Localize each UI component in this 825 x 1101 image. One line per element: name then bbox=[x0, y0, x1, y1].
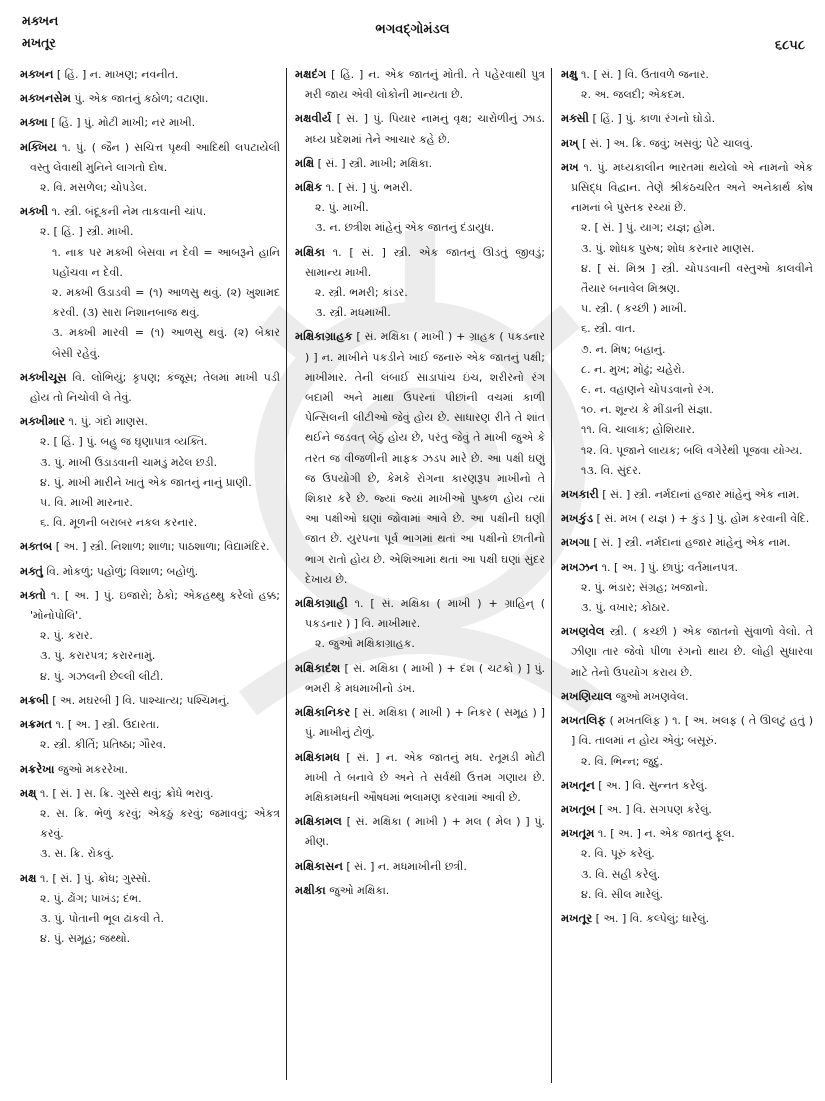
sub-sense: ૪. [ સં. મિશ્ર ] સ્ત્રી. ચોપડવાની વસ્તુઓ કાલવીને તૈયાર બનાવેલ મિશ્રણ. bbox=[581, 261, 813, 296]
column-2 bbox=[295, 64, 545, 904]
headword: મક્ષુ bbox=[561, 67, 578, 81]
sub-sense: ૨. પું. ભંડાર; સંગ્રહ; ખજાનો. bbox=[581, 580, 709, 594]
dictionary-entry bbox=[295, 242, 545, 324]
definition: [ સં. ] ન. એક જાતનું મધ. રતૂમડી મોટી માખી તે બનાવે છે અને તે સર્વથી ઉત્તમ ગણાય છે. મક્ષિકામધની ઔષધમાં ભલામણ કરવામાં આવી છે. bbox=[305, 750, 546, 804]
headword: મક્ષ bbox=[20, 870, 37, 885]
definition: જુઓ મકરરેખા. bbox=[57, 762, 129, 776]
definition: ૧. [ અ. ] પું. છાપું; વર્તમાનપત્ર. bbox=[601, 560, 739, 574]
dictionary-entry bbox=[20, 88, 280, 109]
sub-sense: ૨. સ. ક્રિ. ભેળું કરવું; એકઠું કરવું; જમાવવું; એકત્ર કરવું. bbox=[40, 806, 280, 841]
headword: મખતલિફ bbox=[561, 713, 606, 728]
headword: મક્ખીચૂસ bbox=[20, 369, 67, 384]
dictionary-entry bbox=[20, 536, 280, 557]
sub-sense: ૨. વિ. ભિન્ન; જુદું. bbox=[581, 754, 664, 768]
dictionary-entry bbox=[295, 593, 545, 655]
dictionary-entry bbox=[20, 411, 280, 533]
dictionary-entry bbox=[20, 868, 280, 950]
definition: વિ. લોભિયું; કૃપણ; કંજૂસ; તેલમાં માખી પડી હોય તો નિચોવી લે તેવું. bbox=[30, 370, 280, 405]
sub-sense: ૩. મક્ખી મારવી = (૧) આળસુ થવું. (૨) બેકાર બેસી રહેવું. bbox=[52, 326, 280, 360]
headword: મક્ષિકાગ્રાહક bbox=[295, 329, 353, 344]
headword: મક્રરેખા bbox=[20, 761, 55, 776]
dictionary-entry bbox=[295, 153, 545, 174]
headword: મક્ષિકા bbox=[295, 244, 326, 259]
headword: મક્ષિકાસન bbox=[295, 858, 343, 873]
dictionary-entry bbox=[561, 133, 813, 154]
dictionary-entry bbox=[295, 702, 545, 743]
definition: ૧. સ્ત્રી. બંદૂકની નેમ તાકવાની ચાંપ. bbox=[51, 205, 207, 219]
sub-sense: ૩. પું. પોતાની ભૂલ ઢાંકવી તે. bbox=[40, 911, 164, 925]
sub-sense: ૨. [ હિં. ] સ્ત્રી. માખી. bbox=[40, 225, 134, 239]
definition: [ સં. મક્ષિકા ( માખી ) + નિકર ( સમૂહ ) ] પું. માખીનું ટોળું. bbox=[305, 706, 545, 740]
sub-sense: ૯. ન. વહાણને ચોપડવાનો રંગ. bbox=[581, 383, 715, 397]
sub-sense: ૨. [ સં. ] પું. યાગ; યજ્ઞ; હોમ. bbox=[581, 221, 716, 235]
definition: [ સં. મક્ષિકા ( માખી ) + ગ્રાહક ( પકડનાર ) ] ન. માખીને પકડીને ખાઈ જનારું એક જાતનું પક્ષી; માખીમાર. તેની લંબાઈ સાડાપાંચ ઇંચ, શરીરનો રંગ બદામી અને માથા ઉપરનાં પીછાંની વચમાં કાળી પેન્સિલની લીટીઓ જેવું હોય છે. સાધારણ રીતે તે શાંત થઈને જડવત્ બેઠું હોય છે, પરંતુ જેવું તે માખી જુએ કે તરત જ વીજળીની માફક ઝડપ મારે છે. આ પક્ષી ઘણું જ ઉપયોગી છે, કેમકે રોગના કારણરૂપ માખીનો તે શિકાર કરે છે. જ્યાં જ્યાં માખીઓ પુષ્કળ હોય ત્યાં આ પક્ષીઓ ઘણાં જોવામાં આવે છે. આ પક્ષીની ઘણી જાત છે. યુરપના પૂર્વ ભાગમાં થતાં આ પક્ષીનો છાતીનો ભાગ રાતો હોય છે. એશિઆમાં થતાં આ પક્ષી ઘણાં સુંદર દેખાય છે. bbox=[305, 330, 545, 586]
sub-sense: ૨. સ્ત્રી. કીર્તિ; પ્રતિષ્ઠા; ગૌરવ. bbox=[40, 738, 167, 752]
headword: મખ bbox=[561, 159, 579, 174]
definition: ૧. [ સં. ] પું. ભમરી. bbox=[325, 181, 413, 195]
dictionary-entry bbox=[561, 484, 813, 505]
headword: મખગા bbox=[561, 535, 590, 550]
headword: મક્ષિકામલ bbox=[295, 814, 342, 829]
headword: મક્ષવીર્ય bbox=[295, 111, 332, 126]
dictionary-entry bbox=[561, 508, 813, 529]
definition: જુઓ મખણવેલ. bbox=[615, 689, 689, 703]
definition: ૧. [ સં. ] પું. ક્રોધ; ગુસ્સો. bbox=[39, 871, 151, 885]
definition: ( મખતલિફ઼ ) ૧. [ અ. ખલફ ( તે ઊલટું હતું ) ] વિ. તાલમાં ન હોય એવું; બસૂરું. bbox=[571, 714, 813, 748]
column-3 bbox=[561, 64, 813, 932]
definition: ૧. [ અ. ] ન. એક જાતનું ફૂલ. bbox=[597, 827, 735, 841]
sub-sense: ૨. પું. કરાર. bbox=[40, 629, 93, 643]
guide-word-last: મખતૂર bbox=[22, 35, 56, 50]
headword: મક્ખા bbox=[20, 115, 48, 130]
dictionary-entry bbox=[561, 621, 813, 683]
definition: પું. એક જાતનું કઠોળ; વટાણા. bbox=[74, 92, 209, 106]
headword: મખઝન bbox=[561, 559, 599, 574]
dictionary-entry bbox=[561, 157, 813, 481]
dictionary-entry bbox=[561, 710, 813, 772]
dictionary-entry bbox=[295, 64, 545, 105]
dictionary-entry bbox=[561, 532, 813, 553]
dictionary-entry bbox=[20, 759, 280, 780]
definition: [ હિં. ] પું. કાળા રંગનો ઘોડો. bbox=[592, 112, 716, 126]
definition: વિ. મોકળું; પહોળું; વિશાળ; બહોળું. bbox=[46, 564, 199, 578]
dictionary-entry bbox=[295, 880, 545, 901]
sub-sense: ૩. સ. ક્રિ. રોકવું. bbox=[40, 847, 115, 861]
column-1 bbox=[20, 64, 280, 952]
headword: મક્ષિ bbox=[295, 155, 315, 170]
dictionary-entry bbox=[561, 799, 813, 820]
definition: [ હિં. ] ન. એક જાતનું મોતી. તે પહેરવાથી પુત્ર મરી જાય એવી લોકોની માન્યતા છે. bbox=[305, 68, 545, 102]
guide-word-first: મક્ખન bbox=[22, 13, 59, 28]
dictionary-entry bbox=[295, 856, 545, 877]
sub-sense: ૪. પું. માખી મારીને ખાતું એક જાતનું નાનું પ્રાણી. bbox=[40, 475, 252, 489]
sub-sense: ૨. પું. ઢોંગ; પાખંડ; દંભ. bbox=[40, 891, 142, 905]
headword: મખણવેલ bbox=[561, 624, 605, 639]
dictionary-entry bbox=[20, 64, 280, 85]
sub-sense: ૨. વિ. મસળેલ; ચોપડેલ. bbox=[40, 181, 148, 195]
sub-sense: ૩. ન. છત્રીશ માંહેનું એક જાતનું દંડાયુધ. bbox=[315, 221, 495, 235]
dictionary-entry bbox=[295, 108, 545, 149]
headword: મક્ખીમાર bbox=[20, 414, 65, 429]
definition: [ અ. ] વિ. સગપણ કરેલું. bbox=[598, 802, 712, 816]
running-title: ભગવદ્ગોમંડલ bbox=[375, 22, 450, 37]
dictionary-entry bbox=[20, 367, 280, 408]
sub-sense: ૬. સ્ત્રી. વાત. bbox=[581, 322, 636, 336]
headword: મખણિયાલ bbox=[561, 688, 613, 703]
dictionary-entry bbox=[561, 686, 813, 707]
sub-sense: ૧૨. વિ. પૂજાને લાયક; બલિ વગેરેથી પૂજવા યોગ્ય. bbox=[581, 443, 803, 457]
sub-sense: ૩. પું. શોધક પુરુષ; શોધ કરનાર માણસ. bbox=[581, 241, 755, 255]
sub-sense: ૪. વિ. સીલ મારેલું. bbox=[581, 887, 663, 901]
dictionary-entry bbox=[20, 783, 280, 865]
dictionary-entry bbox=[561, 908, 813, 929]
headword: મક્ખિય bbox=[20, 139, 57, 154]
dictionary-entry bbox=[295, 326, 545, 590]
dictionary-entry bbox=[20, 112, 280, 133]
headword: મક્સી bbox=[561, 111, 589, 126]
dictionary-entry bbox=[561, 557, 813, 619]
headword: મક્ષિકામધ bbox=[295, 749, 341, 764]
sub-sense: ૬. વિ. મૂળની બરાબર નકલ કરનાર. bbox=[40, 516, 198, 530]
definition: [ સં. ] પું. પિયાર નામનું વૃક્ષ; ચારોળીનું ઝાડ. મધ્ય પ્રદેશમાં તેને આચાર કહે છે. bbox=[305, 112, 545, 146]
dictionary-entry bbox=[561, 775, 813, 796]
sub-sense: ૨. વિ. પૂરું કરેલું. bbox=[581, 847, 655, 861]
sub-sense: ૧૧. વિ. ચાલાક; હોશિયાર. bbox=[581, 423, 696, 437]
definition: [ સં. ] સ્ત્રી. માખી; મક્ષિકા. bbox=[317, 156, 433, 170]
definition: ૧. પું. મધ્યકાલીન ભારતમાં થયેલો એ નામનો એક પ્રસિદ્ધ વિદ્વાન. તેણે શ્રીકંઠચરિત અને અનેકાર્થ કોષ નામનાં બે પુસ્તક રચ્યાં છે. bbox=[571, 160, 813, 215]
sub-sense: ૨. મક્ખી ઉડાડવી = (૧) આળસુ થવું. (૨) ખુશામદ કરવી. (૩) સારા નિશાનબાજ થવું. bbox=[52, 286, 280, 320]
definition: [ સં. મક્ષિકા ( માખી ) + મલ ( મેલ ) ] પું. મીણ. bbox=[305, 815, 545, 849]
column-rule bbox=[286, 68, 287, 1080]
sub-sense: ૧૩. વિ. સુંદર. bbox=[581, 463, 642, 477]
headword: મક્રબી bbox=[20, 692, 49, 707]
definition: [ સં. ] સ્ત્રી. નર્મદાનાં હજાર માંહેનું એક નામ. bbox=[593, 536, 791, 550]
headword: મક્તો bbox=[20, 587, 46, 602]
headword: મખ્ bbox=[561, 135, 579, 150]
definition: સ્ત્રી. ( કચ્છી ) એક જાતનો સુંવાળો વેલો. તે ઝીણા તાર જેવો પીળા રંગનો થાય છે. લોહી સુધારવા માટે તેનો ઉપયોગ કરાય છે. bbox=[571, 625, 814, 679]
definition: જુઓ મક્ષિકા. bbox=[329, 883, 390, 897]
definition: [ સં. ] સ્ત્રી. નર્મદાનાં હજાર માંહેનું એક નામ. bbox=[602, 488, 800, 502]
definition: ૧. પું. ગંદો માણસ. bbox=[68, 415, 148, 429]
definition: ૧. પું. ( જૈન ) સચિત્ત પૃથ્વી આદિથી લપટાયેલી વસ્તુ લેવાથી મુનિને લાગતો દોષ. bbox=[30, 140, 281, 174]
sub-sense: ૩. પું. કરારપત્ર; કરારનામું. bbox=[40, 649, 156, 663]
headword: મક્ષદંગ bbox=[295, 67, 327, 81]
dictionary-entry bbox=[295, 811, 545, 852]
page-header bbox=[0, 0, 825, 60]
headword: મક્ષિકાનિકર bbox=[295, 705, 351, 720]
headword: મખતૂન bbox=[561, 777, 595, 792]
headword: મક્ખનસેમ bbox=[20, 91, 71, 106]
sub-sense: ૩. સ્ત્રી. મધમાખી. bbox=[315, 306, 391, 320]
dictionary-entry bbox=[295, 177, 545, 239]
sub-sense: ૧. નાક પર મક્ખી બેસવા ન દેવી = આબરૂને હાનિ પહોંચવા ન દેવી. bbox=[52, 245, 280, 279]
definition: ૧. [ સં. ] સ્ત્રી. એક જાતનું ઊડતું જીવડું; સામાન્ય માખી. bbox=[305, 245, 545, 279]
headword: મક્તબ bbox=[20, 539, 53, 554]
definition: ૧. [ અ. ] સ્ત્રી. ઉદારતા. bbox=[55, 718, 160, 732]
sub-sense: ૧૦. ન. શૂન્ય કે મીંડાની સંજ્ઞા. bbox=[581, 403, 713, 417]
headword: મખતૂમ bbox=[561, 826, 595, 841]
definition: ૧. [ સં. ] વિ. ઉતાવળે જનાર. bbox=[580, 68, 709, 81]
headword: મક્ખન bbox=[20, 67, 54, 81]
definition: [ અ. ] વિ. કલ્પેલું; ધારેલું. bbox=[595, 911, 710, 925]
definition: ૧. [ સં. મક્ષિકા ( માખી ) + ગ્રાહિન્ ( પકડનાર ) ] વિ. માખીમાર. bbox=[305, 597, 545, 631]
definition: ૧. [ સં. ] સ. ક્રિ. ગુસ્સે થવું; ક્રોધે ભરાવું. bbox=[39, 786, 214, 800]
sub-sense: ૨. પું. માખી. bbox=[315, 201, 369, 215]
headword: મક્રમત bbox=[20, 717, 52, 732]
page-number: ૬૮૫૮ bbox=[774, 38, 805, 53]
dictionary-entry bbox=[561, 823, 813, 905]
dictionary-entry bbox=[561, 64, 813, 105]
sub-sense: ૩. પું. વખાર; કોઠાર. bbox=[581, 601, 670, 615]
definition: ૧. [ અ. ] પું. ઇજારો; ઠેકો; એકહથ્થુ કરેલો હક્ક; 'મોનોપોલિ'. bbox=[30, 588, 281, 623]
definition: [ સં. મખ ( યજ્ઞ ) + કુંડ ] પું. હોમ કરવાની વેદિ. bbox=[596, 512, 810, 526]
definition: [ હિં. ] પું. મોટી માખી; નર માખી. bbox=[51, 116, 196, 130]
sub-sense: ૨. અ. જલદી; એકદમ. bbox=[581, 88, 686, 102]
dictionary-entry bbox=[20, 690, 280, 711]
headword: મક્ષીકા bbox=[295, 882, 326, 897]
dictionary-entry bbox=[20, 714, 280, 755]
dictionary-entry bbox=[295, 747, 545, 809]
sub-sense: ૨. [ હિં. ] પું. બહુ જ ઘૃણાપાત્ર વ્યક્તિ. bbox=[40, 435, 208, 449]
definition: [ અ. ] વિ. સુન્નત કરેલું. bbox=[598, 778, 708, 792]
headword: મખતૂબ bbox=[561, 801, 596, 816]
dictionary-entry bbox=[20, 585, 280, 687]
headword: મક્ષિકાદંશ bbox=[295, 660, 341, 675]
definition: [ સં. ] ન. મધમાખીની છત્રી. bbox=[346, 859, 467, 873]
sub-sense: ૪. પું. ગઝલની છેલ્લી લીટી. bbox=[40, 669, 164, 683]
headword: મક્ષિકાગ્રાહી bbox=[295, 596, 348, 611]
headword: મક્તું bbox=[20, 563, 43, 578]
dictionary-entry bbox=[20, 201, 280, 364]
sub-sense: ૩. પું. માખી ઉડાડવાની ચામડું મઢેલ છડી. bbox=[40, 455, 218, 469]
headword: મક્ખી bbox=[20, 204, 49, 219]
sub-sense: ૫. વિ. માખી મારનાર. bbox=[40, 496, 133, 510]
sub-sense: ૮. ન. મુખ; મોઢું; ચહેરો. bbox=[581, 362, 685, 376]
dictionary-entry bbox=[20, 137, 280, 199]
definition: [ સં. ] અ. ક્રિ. જવું; ખસવું; પેટે ચાલવું. bbox=[582, 136, 754, 150]
headword: મખકુંડ bbox=[561, 511, 594, 526]
definition: [ અ. મઘરબી ] વિ. પાશ્ચાત્ય; પશ્ચિમનું. bbox=[52, 693, 230, 707]
sub-sense: ૪. પું. સમૂહ; જથ્થો. bbox=[40, 932, 131, 946]
definition: [ અ. ] સ્ત્રી. નિશાળ; શાળા; પાઠશાળા; વિદ્યામંદિર. bbox=[55, 540, 270, 554]
column-rule bbox=[551, 68, 552, 1083]
sub-sense: ૫. સ્ત્રી. ( કચ્છી ) માખી. bbox=[581, 302, 687, 316]
dictionary-entry bbox=[295, 658, 545, 699]
dictionary-entry bbox=[20, 561, 280, 582]
headword: મખકારી bbox=[561, 487, 599, 502]
dictionary-entry bbox=[561, 108, 813, 129]
sub-sense: ૭. ન. મિષ; બહાનું. bbox=[581, 342, 666, 356]
sub-sense: ૨. સ્ત્રી. ભમરી; કાંડર. bbox=[315, 286, 408, 300]
headword: મક્ષિક bbox=[295, 180, 323, 195]
definition: [ સં. મક્ષિકા ( માખી ) + દંશ ( ચટકો ) ] પું. ભમરી કે મધમાખીનો ડંખ. bbox=[305, 661, 545, 695]
sub-sense: ૩. વિ. સહી કરેલું. bbox=[581, 867, 661, 881]
sub-sense: ૨. જુઓ મક્ષિકાગ્રાહક. bbox=[315, 637, 415, 651]
headword: મખતૂર bbox=[561, 910, 593, 925]
headword: મક્ષ્ bbox=[20, 785, 37, 800]
definition: [ હિં. ] ન. માખણ; નવનીત. bbox=[56, 68, 179, 81]
